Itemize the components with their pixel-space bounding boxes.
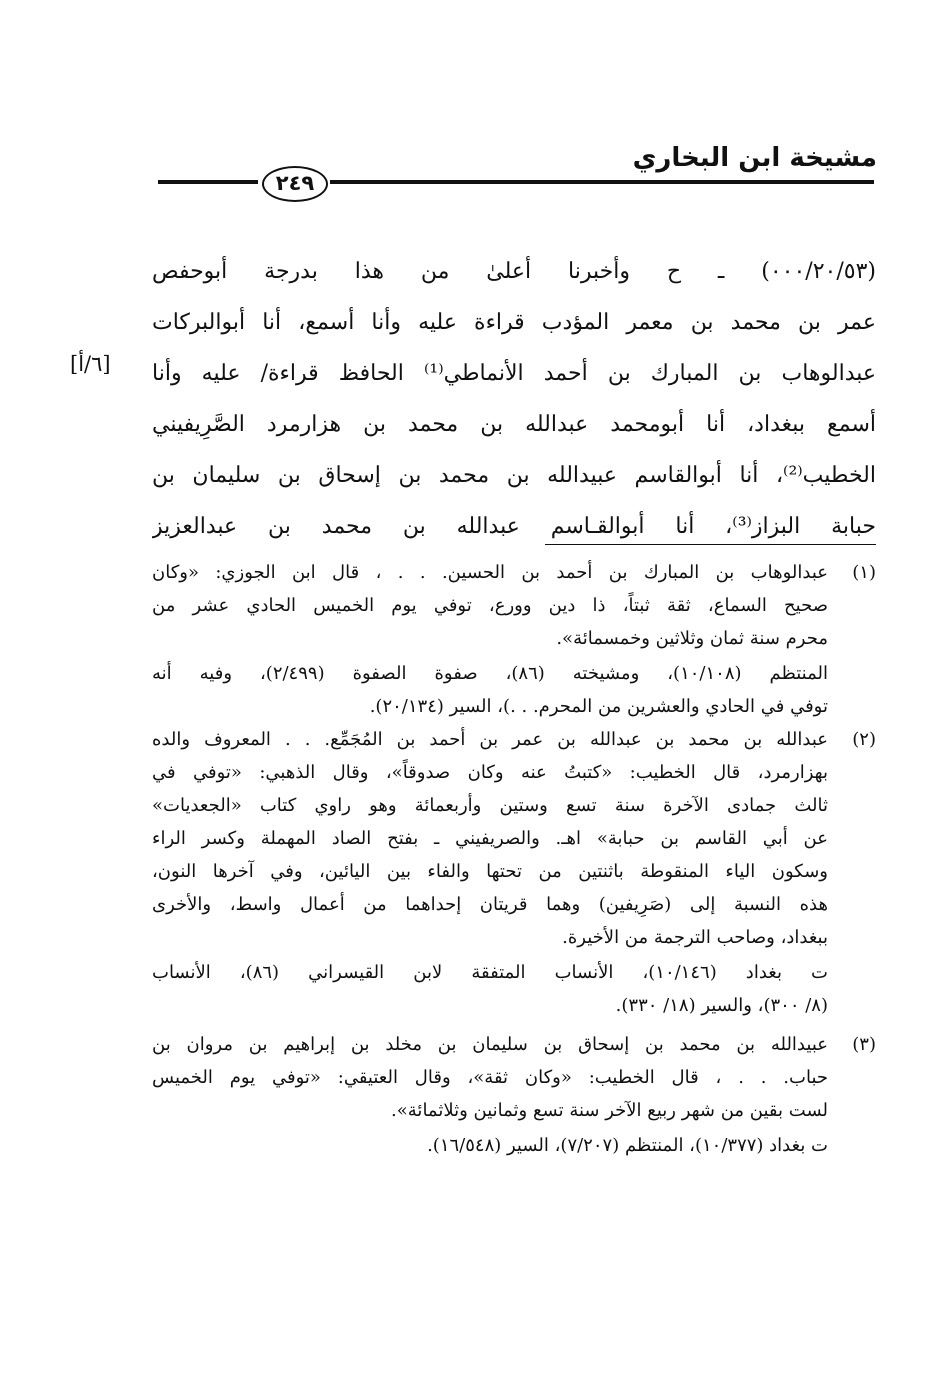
footnote-number: (٣) <box>852 1034 876 1055</box>
footnote-line: محرم سنة ثمان وثلاثين وخمسمائة». <box>556 628 828 649</box>
body-line: عبدالوهاب بن المبارك بن أحمد الأنماطي⁽¹⁾ الحافظ قراءة/ عليه وأنا <box>152 361 876 386</box>
footnote-body <box>152 723 828 1022</box>
footnote-line: المنتظم (١٠/١٠٨)، ومشيخته (٨٦)، صفوة الصفوة (٢/٤٩٩)، وفيه أنه <box>152 663 828 684</box>
margin-folio-reference: [٦/أ] <box>70 352 111 376</box>
footnote-line: ت بغداد (١٠/١٤٦)، الأنساب المتفقة لابن القيسراني (٨٦)، الأنساب <box>152 962 828 983</box>
footnote-line: عبدالوهاب بن المبارك بن أحمد بن الحسين. . . ، قال ابن الجوزي: «وكان <box>152 562 828 583</box>
footnote-number: (٢) <box>852 729 876 750</box>
footnote-line: عبيدالله بن محمد بن إسحاق بن سليمان بن مخلد بن إبراهيم بن مروان بن <box>152 1034 828 1055</box>
header-rule-right <box>330 180 874 184</box>
footnote-line: حباب. . . ، قال الخطيب: «وكان ثقة»، وقال العتيقي: «توفي يوم الخميس <box>152 1067 828 1088</box>
footnote-number: (١) <box>852 562 876 583</box>
footnotes <box>152 556 876 1162</box>
footnote-3 <box>152 1028 876 1162</box>
body-line: أسمع ببغداد، أنا أبومحمد عبدالله بن محمد بن هزارمرد الصَّرِيفيني <box>152 412 876 437</box>
body-line: (٠٠٠/٢٠/٥٣) ـ ح وأخبرنا أعلىٰ من هذا بدرجة أبوحفص <box>152 259 876 284</box>
main-text <box>152 246 876 552</box>
footnote-line: وسكون الياء المنقوطة باثنتين من تحتها والفاء بين اليائين، وفي آخرها النون، <box>152 861 828 882</box>
footnote-separator <box>545 544 876 545</box>
footnote-1 <box>152 556 876 723</box>
body-line: حبابة البزاز⁽³⁾، أنا أبوالقـاسم عبدالله بن محمد بن عبدالعزيز <box>152 514 876 539</box>
footnote-body <box>152 1028 828 1162</box>
footnote-line: هذه النسبة إلى (صَرِيفين) وهما قريتان إحداهما من أعمال واسط، والأخرى <box>152 894 828 915</box>
running-title: مشيخة ابن البخاري <box>632 143 877 173</box>
footnote-body <box>152 556 828 723</box>
body-line: الخطيب⁽²⁾، أنا أبوالقاسم عبيدالله بن محمد بن إسحاق بن سليمان بن <box>152 463 876 488</box>
footnote-line: ت بغداد (١٠/٣٧٧)، المنتظم (٧/٢٠٧)، السير (١٦/٥٤٨). <box>427 1135 828 1156</box>
footnote-line: لست بقين من شهر ربيع الآخر سنة تسع وثمانين وثلاثمائة». <box>391 1100 828 1121</box>
footnote-line: صحيح السماع، ثقة ثبتاً، ذا دين وورع، توفي يوم الخميس الحادي عشر من <box>152 595 828 616</box>
page-number: ٢٤٩ <box>262 166 328 202</box>
footnote-line: ببغداد، وصاحب الترجمة من الأخيرة. <box>562 927 828 948</box>
footnote-2 <box>152 723 876 1022</box>
footnote-line: عبدالله بن محمد بن عبدالله بن عمر بن أحمد بن المُجَمِّع. . . المعروف والده <box>152 729 828 750</box>
footnote-line: بهزارمرد، قال الخطيب: «كتبتُ عنه وكان صدوقاً»، وقال الذهبي: «توفي في <box>152 762 828 783</box>
footnote-line: توفي في الحادي والعشرين من المحرم. . .)، السير (٢٠/١٣٤). <box>369 696 828 717</box>
header-rule-left <box>158 180 258 184</box>
footnote-line: عن أبي القاسم بن حبابة» اهـ. والصريفيني ـ بفتح الصاد المهملة وكسر الراء <box>152 828 828 849</box>
body-line: عمر بن محمد بن معمر المؤدب قراءة عليه وأنا أسمع، أنا أبوالبركات <box>152 310 876 335</box>
footnote-line: ثالث جمادى الآخرة سنة تسع وستين وأربعمائة وهو راوي كتاب «الجعديات» <box>152 795 828 816</box>
footnote-line: (٨/ ٣٠٠)، والسير (١٨/ ٣٣٠). <box>615 995 828 1016</box>
